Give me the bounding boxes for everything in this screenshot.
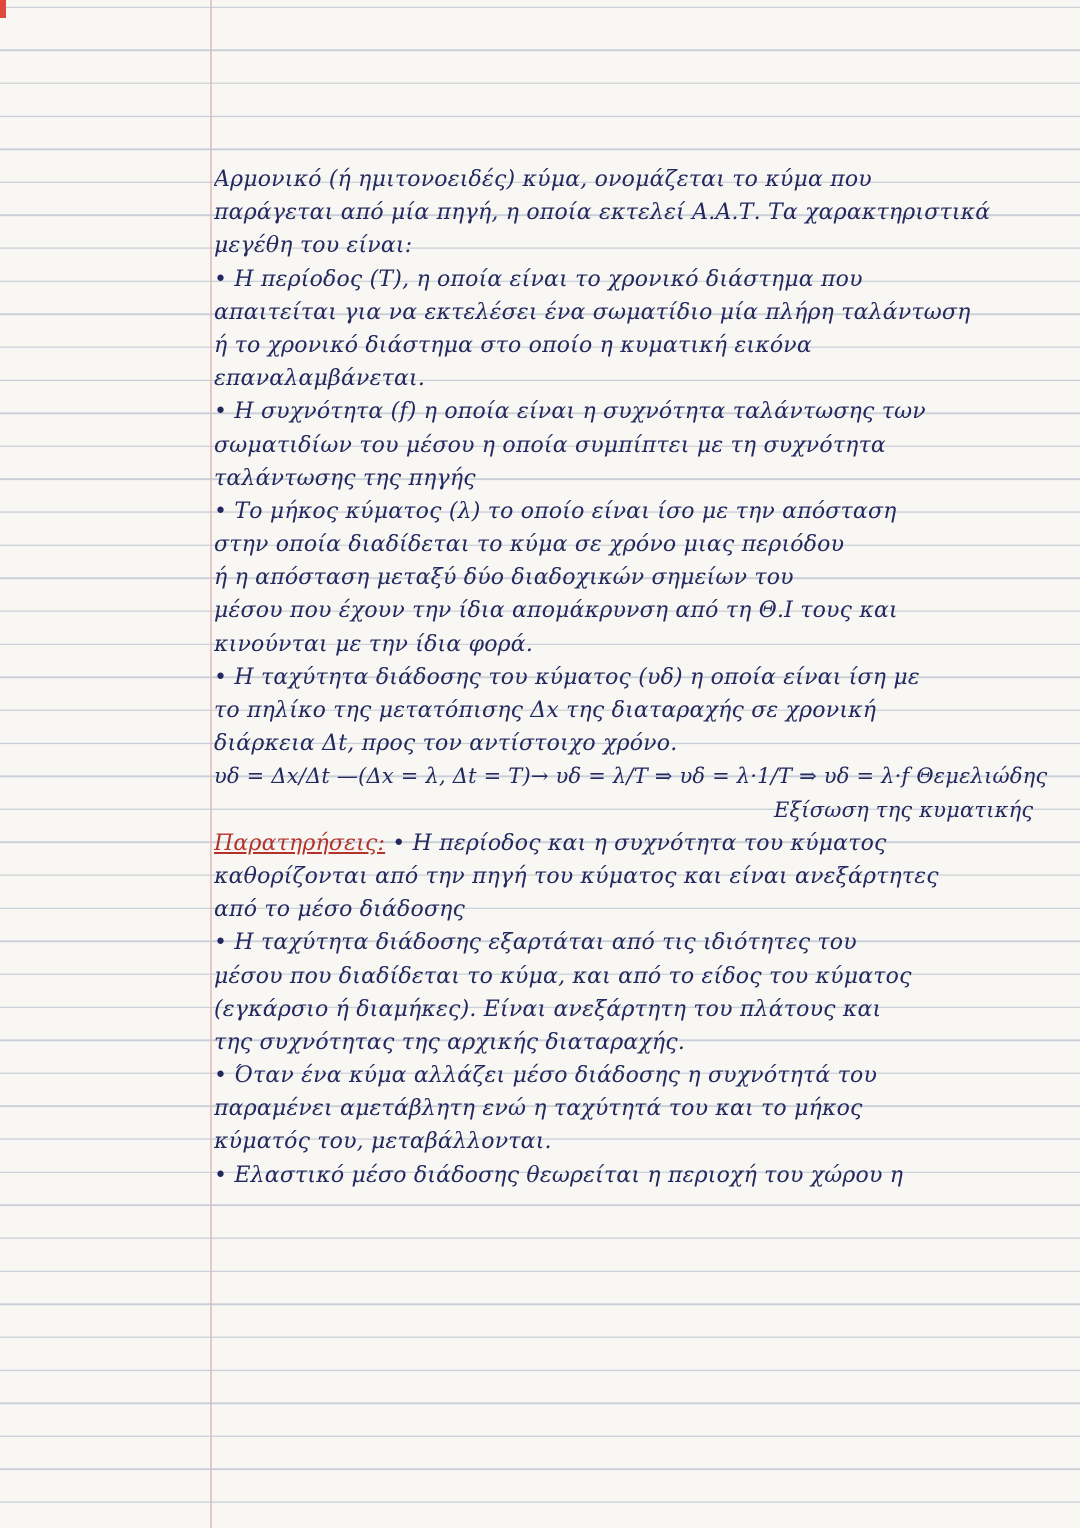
page-corner-mark [0,0,6,18]
wave-equation-caption: Εξίσωση της κυματικής [774,797,1034,822]
note-line: • Η ταχύτητα διάδοσης του κύματος (υδ) η οποία είναι ίση με [214,661,1074,694]
observations-text: • Η περίοδος και η συχνότητα του κύματος [385,830,887,856]
note-line: απαιτείται για να εκτελέσει ένα σωματίδιο μία πλήρη ταλάντωση [214,299,971,325]
note-line: παραμένει αμετάβλητη ενώ η ταχύτητά του και το μήκος [214,1096,863,1122]
note-line: μέσου που διαδίδεται το κύμα, και από το είδος του κύματος [214,963,912,989]
note-line: στην οποία διαδίδεται το κύμα σε χρόνο μιας περιόδου [214,532,845,558]
note-line: διάρκεια Δt, προς τον αντίστοιχο χρόνο. [214,731,678,757]
note-line: • Ελαστικό μέσο διάδοσης θεωρείται η περιοχή του χώρου η [214,1159,1074,1192]
note-line-observations [214,827,1074,860]
note-line: κύματός του, μεταβάλλονται. [214,1129,552,1155]
note-line: ή η απόσταση μεταξύ δύο διαδοχικών σημείων του [214,565,794,591]
note-line: κινούνται με την ίδια φορά. [214,631,534,657]
wave-equation-formula: υδ = Δx/Δt —(Δx = λ, Δt = T)→ υδ = λ/T ⇒ υδ = λ·1/T ⇒ υδ = λ·f Θεμελιώδης [214,764,1048,789]
handwritten-notes [214,163,1074,1192]
note-line: σωματιδίων του μέσου η οποία συμπίπτει με τη συχνότητα [214,432,886,458]
note-line: • Η συχνότητα (f) η οποία είναι η συχνότητα ταλάντωσης των [214,395,1074,428]
note-line: ταλάντωσης της πηγής [214,465,476,491]
note-line: • Η ταχύτητα διάδοσης εξαρτάται από τις ιδιότητες του [214,926,1074,959]
note-line: • Η περίοδος (Τ), η οποία είναι το χρονικό διάστημα που [214,263,1074,296]
note-line: Αρμονικό (ή ημιτονοειδές) κύμα, ονομάζεται το κύμα που [214,167,872,192]
note-line: καθορίζονται από την πηγή του κύματος και είναι ανεξάρτητες [214,863,939,889]
note-line: ή το χρονικό διάστημα στο οποίο η κυματική εικόνα [214,332,812,358]
note-line: • Το μήκος κύματος (λ) το οποίο είναι ίσο με την απόσταση [214,495,1074,528]
note-line: από το μέσο διάδοσης [214,897,466,923]
note-line: της συχνότητας της αρχικής διαταραχής. [214,1029,686,1055]
margin-line [210,0,212,1528]
note-line: μέσου που έχουν την ίδια απομάκρυνση από τη Θ.Ι τους και [214,598,898,624]
note-line: παράγεται από μία πηγή, η οποία εκτελεί Α.Α.Τ. Τα χαρακτηριστικά [214,200,991,226]
note-line: επαναλαμβάνεται. [214,366,426,392]
observations-heading: Παρατηρήσεις: [214,830,386,856]
note-line: μεγέθη του είναι: [214,233,413,259]
note-line: το πηλίκο της μετατόπισης Δx της διαταραχής σε χρονική [214,698,877,723]
note-line: (εγκάρσιο ή διαμήκες). Είναι ανεξάρτητη του πλάτους και [214,996,882,1022]
note-line: • Όταν ένα κύμα αλλάζει μέσο διάδοσης η συχνότητά του [214,1059,1074,1092]
